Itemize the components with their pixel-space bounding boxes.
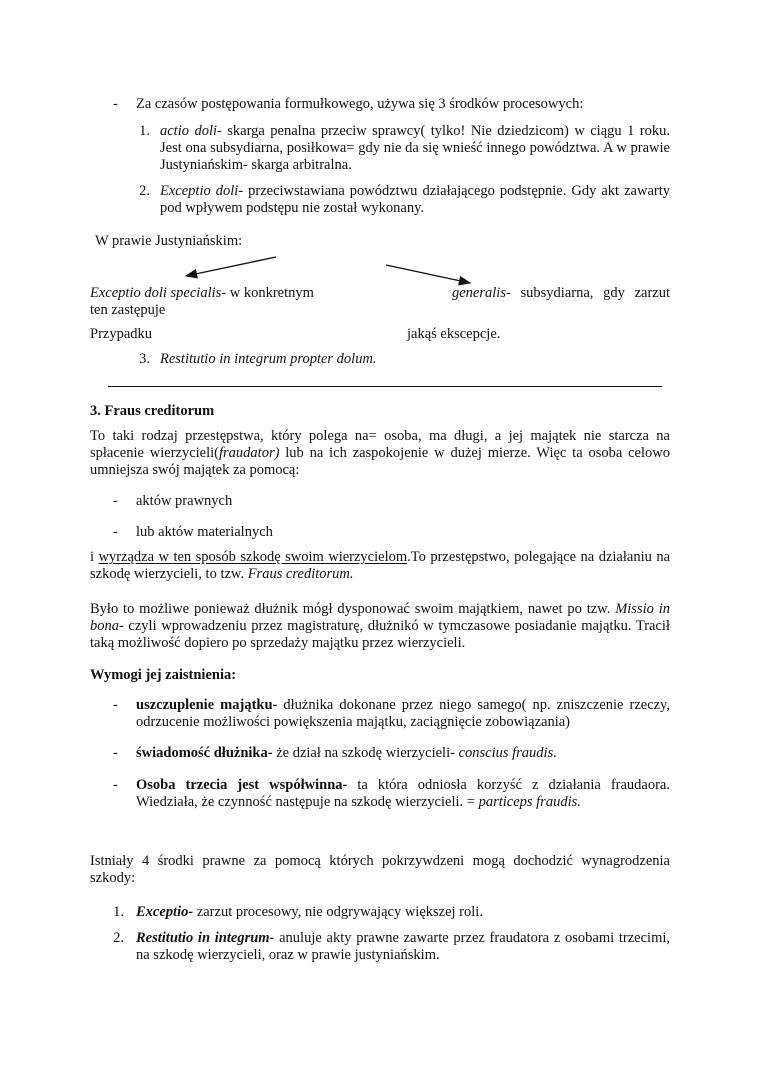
bullet-dash: - xyxy=(113,697,118,713)
list-item xyxy=(160,123,670,174)
list-item: lub aktów materialnych xyxy=(136,524,273,540)
requirements-heading: Wymogi jej zaistnienia: xyxy=(90,667,237,683)
generalis-cont: jakąś ekscepcje. xyxy=(407,326,501,342)
arrow-right xyxy=(386,265,470,283)
list-item xyxy=(160,183,670,217)
list-number: 2. xyxy=(139,183,150,199)
list-number: 3. xyxy=(139,351,150,367)
paragraph: To taki rodzaj przestępstwa, który polega na= osoba, ma długi, a jej majątek nie starcza na spłacenie wierzycieli(fraudator) lub na ich zaspokojenie w dużej mierze. Więc ta osoba celowo umniejsza swój majątek za pomocą: xyxy=(90,428,670,478)
item-text: - przeciwstawiana powództwu działającego podstępnie. Gdy akt zawarty pod wpływem podstępu nie został wykonany. xyxy=(160,183,670,216)
list-item: aktów prawnych xyxy=(136,493,233,509)
term: Exceptio doli specialis xyxy=(90,285,222,301)
paragraph: i wyrządza w ten sposób szkodę swoim wierzycielom.To przestępstwo, polegające na działaniu na szkodę wierzycieli, to tzw. Fraus creditorum. xyxy=(90,549,671,582)
term: Exceptio doli xyxy=(160,183,239,199)
item-text: - skarga penalna przeciw sprawcy( tylko! Nie dziedzicom) w ciągu 1 roku. Jest ona subsydiarna, posiłkowa= gdy nie da się wnieść innego powództwa. A w prawie Justyniańskim- skarga arbitralna. xyxy=(160,123,670,173)
bullet-dash: - xyxy=(113,96,118,112)
list-number: 2. xyxy=(113,930,124,946)
generalis-line: generalis- subsydiarna, gdy zarzut xyxy=(452,285,670,301)
justinian-heading: W prawie Justyniańskim: xyxy=(95,233,243,249)
arrow-left xyxy=(186,257,276,276)
specialis-line: Exceptio doli specialis- w konkretnym xyxy=(90,285,314,301)
list-item: świadomość dłużnika- że dział na szkodę wierzycieli- conscius fraudis. xyxy=(136,745,557,761)
list-item: Restitutio in integrum propter dolum. xyxy=(160,351,377,367)
section-heading: 3. Fraus creditorum xyxy=(90,403,215,419)
specialis-cont2: Przypadku xyxy=(90,326,153,342)
paragraph: Istniały 4 środki prawne za pomocą których pokrzywdzeni mogą dochodzić wynagrodzenia szkody: xyxy=(90,853,670,886)
list-item: Restitutio in integrum- anuluje akty prawne zawarte przez fraudatora z osobami trzecimi, na szkodę wierzycieli, oraz w prawie justyniańskim. xyxy=(136,930,671,963)
list-item: Exceptio- zarzut procesowy, nie odgrywający większej roli. xyxy=(136,904,483,920)
term: actio doli xyxy=(160,123,217,139)
bullet-dash: - xyxy=(113,493,118,509)
procedure-intro: Za czasów postępowania formułkowego, używa się 3 środków procesowych: xyxy=(136,96,584,112)
list-number: 1. xyxy=(139,123,150,139)
bullet-dash: - xyxy=(113,745,118,761)
list-item: Osoba trzecia jest współwinna- ta która odniosła korzyść z działania fraudaora. Wiedziała, że czynność następuje na szkodę wierzycieli. = particeps fraudis. xyxy=(136,777,670,810)
bullet-dash: - xyxy=(113,524,118,540)
list-number: 1. xyxy=(113,904,124,920)
section-divider xyxy=(108,386,662,387)
specialis-cont: ten zastępuje xyxy=(90,302,166,318)
paragraph: Było to możliwe ponieważ dłużnik mógł dysponować swoim majątkiem, nawet po tzw. Missio in bona- czyli wprowadzeniu przez magistraturę, dłużnikó w tymczasowe posiadanie majątku. Tracił taką możliwość dopiero po sprzedaży majątku przez wierzycieli. xyxy=(90,601,670,651)
term: generalis xyxy=(452,285,506,301)
list-item: uszczuplenie majątku- dłużnika dokonane przez niego samego( np. zniszczenie rzeczy, odrzucenie możliwości powiększenia majątku, zaciągnięcie zobowiązania) xyxy=(136,697,670,730)
bullet-dash: - xyxy=(113,777,118,793)
